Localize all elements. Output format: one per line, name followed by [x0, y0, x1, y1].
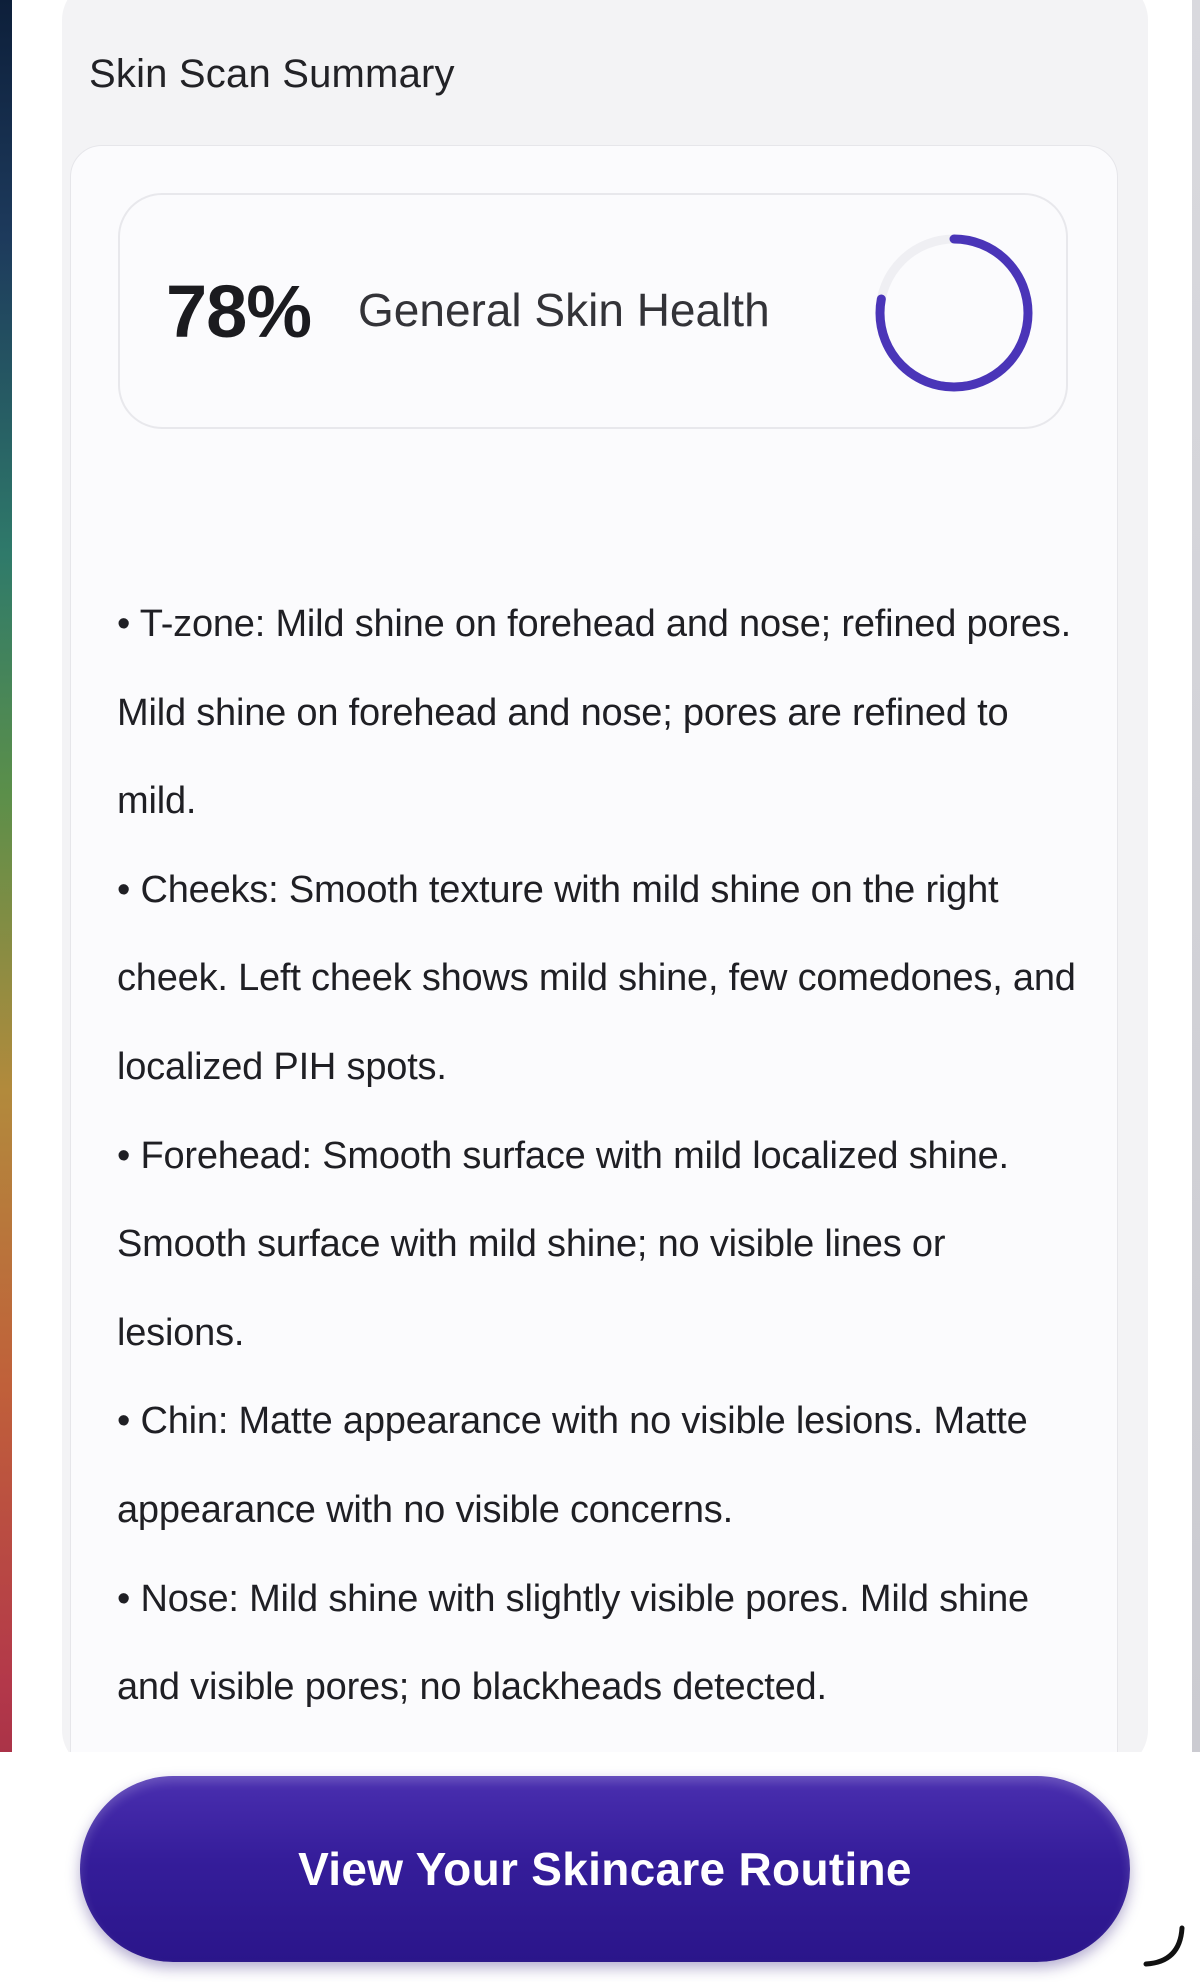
finding-chin: • Chin: Matte appearance with no visible lesions. Matte appearance with no visible concerns.	[117, 1400, 1028, 1531]
view-skincare-routine-button[interactable]: View Your Skincare Routine	[80, 1776, 1130, 1962]
finding-nose: • Nose: Mild shine with slightly visible pores. Mild shine and visible pores; no blackheads detected.	[117, 1577, 1029, 1709]
sheet-title: Skin Scan Summary	[89, 52, 455, 96]
skin-findings-list	[117, 580, 1077, 1732]
skin-health-score-label: General Skin Health	[358, 284, 770, 336]
skin-health-score-value: 78%	[166, 270, 312, 353]
finding-forehead: • Forehead: Smooth surface with mild localized shine. Smooth surface with mild shine; no visible lines or lesions.	[117, 1134, 1009, 1354]
finding-t-zone: • T-zone: Mild shine on forehead and nose; refined pores. Mild shine on forehead and nose; pores are refined to mild.	[117, 603, 1071, 823]
background-edge-right	[1192, 0, 1200, 1982]
skin-health-progress-ring	[872, 231, 1036, 395]
finding-cheeks: • Cheeks: Smooth texture with mild shine on the right cheek. Left cheek shows mild shine, few comedones, and localized PIH spots.	[117, 868, 1076, 1088]
skin-health-score-card	[118, 193, 1068, 429]
resize-handle-icon[interactable]	[1140, 1922, 1186, 1968]
